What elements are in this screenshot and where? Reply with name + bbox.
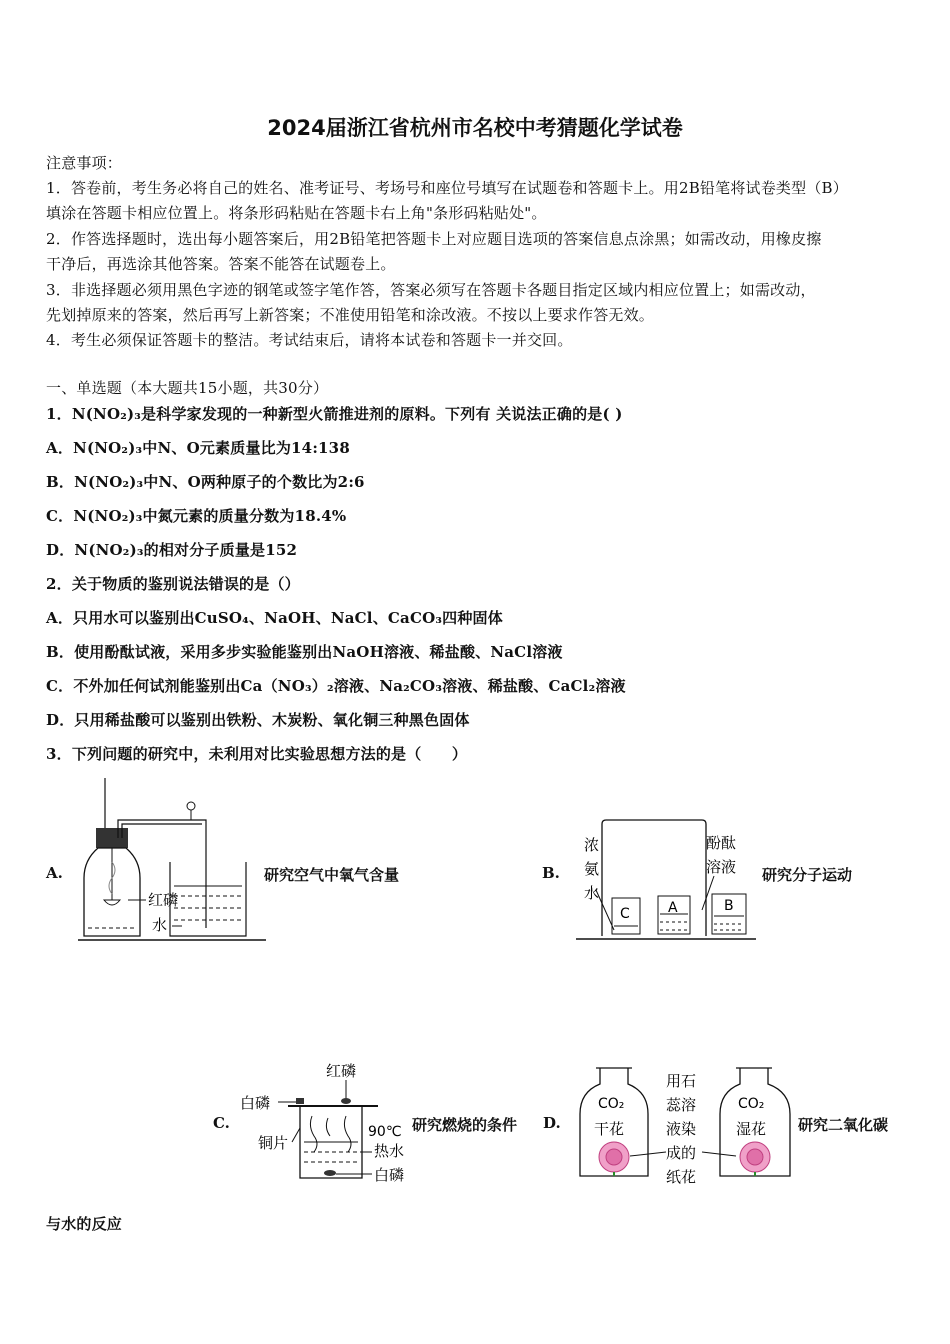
label-conc: 浓 — [584, 836, 600, 854]
q3-figure-d — [578, 1062, 796, 1188]
label-co2-right: CO₂ — [738, 1096, 765, 1112]
notice-line: 1．答卷前，考生务必将自己的姓名、准考证号、考场号和座位号填写在试题卷和答题卡上。用2B铅笔将试卷类型（B） — [46, 179, 848, 197]
section-heading: 一、单选题（本大题共15小题，共30分） — [46, 379, 329, 397]
q1-option-c[interactable]: C．N(NO₂)₃中氮元素的质量分数为18.4% — [46, 507, 347, 525]
q3-option-a-caption: 研究空气中氧气含量 — [264, 866, 400, 884]
q3-option-b-letter[interactable]: B. — [542, 864, 560, 882]
q3-figure-c — [238, 1056, 414, 1186]
label-white-phosphorus-bottom: 白磷 — [374, 1166, 405, 1184]
label-water: 水 — [584, 884, 600, 902]
q1-option-a[interactable]: A．N(NO₂)₃中N、O元素质量比为14:138 — [46, 439, 350, 457]
q2-option-b[interactable]: B．使用酚酞试液，采用多步实验能鉴别出NaOH溶液、稀盐酸、NaCl溶液 — [46, 643, 563, 661]
q3-figure-b — [576, 818, 760, 944]
q3-figure-a — [78, 778, 268, 943]
label-white-phosphorus-top: 白磷 — [240, 1094, 271, 1112]
label-beaker-a: A — [668, 900, 678, 916]
q1-option-d[interactable]: D．N(NO₂)₃的相对分子质量是152 — [46, 541, 298, 559]
label-temperature: 90℃ — [368, 1124, 402, 1140]
q3-option-d-letter[interactable]: D. — [543, 1114, 561, 1132]
notice-line: 4．考生必须保证答题卡的整洁。考试结束后，请将本试卷和答题卡一并交回。 — [46, 331, 573, 349]
q1-option-b[interactable]: B．N(NO₂)₃中N、O两种原子的个数比为2:6 — [46, 473, 365, 491]
label-water: 水 — [152, 916, 168, 934]
notice-heading: 注意事项： — [46, 154, 123, 172]
page-title: 2024届浙江省杭州市名校中考猜题化学试卷 — [267, 116, 683, 140]
q2-option-d[interactable]: D．只用稀盐酸可以鉴别出铁粉、木炭粉、氧化铜三种黑色固体 — [46, 711, 470, 729]
label-litmus-2: 蕊溶 — [666, 1096, 697, 1114]
label-beaker-c: C — [620, 906, 630, 922]
label-litmus-4: 成的 — [666, 1144, 697, 1162]
notice-line: 2．作答选择题时，选出每小题答案后，用2B铅笔把答题卡上对应题目选项的答案信息点涂黑；如需改动，用橡皮擦 — [46, 230, 822, 248]
q3-option-a-letter[interactable]: A. — [46, 864, 63, 882]
q2-stem: 2．关于物质的鉴别说法错误的是（） — [46, 575, 300, 593]
q1-stem: 1．N(NO₂)₃是科学家发现的一种新型火箭推进剂的原料。下列有 关说法正确的是( ) — [46, 405, 623, 423]
q3-option-b-caption: 研究分子运动 — [762, 866, 853, 884]
label-litmus-5: 纸花 — [666, 1168, 697, 1186]
label-litmus-3: 液染 — [666, 1120, 697, 1138]
notice-line: 先划掉原来的答案，然后再写上新答案；不准使用铅笔和涂改液。不按以上要求作答无效。 — [46, 306, 655, 324]
q3-option-d-caption-cont: 与水的反应 — [46, 1215, 123, 1233]
label-wet-flower: 湿花 — [736, 1120, 767, 1138]
label-ammonia: 氨 — [584, 860, 600, 878]
q3-option-c-letter[interactable]: C. — [213, 1114, 230, 1132]
notice-line: 干净后，再选涂其他答案。答案不能答在试题卷上。 — [46, 255, 396, 273]
q2-option-a[interactable]: A．只用水可以鉴别出CuSO₄、NaOH、NaCl、CaCO₃四种固体 — [46, 609, 503, 627]
label-hot-water: 热水 — [374, 1142, 405, 1160]
label-red-phosphorus: 红磷 — [326, 1062, 357, 1080]
q3-stem: 3．下列问题的研究中，未利用对比实验思想方法的是（ ） — [46, 745, 468, 763]
label-dry-flower: 干花 — [594, 1120, 625, 1138]
label-litmus-1: 用石 — [666, 1072, 697, 1090]
notice-line: 填涂在答题卡相应位置上。将条形码粘贴在答题卡右上角"条形码粘贴处"。 — [46, 204, 547, 222]
label-phenolphthalein: 酚酞 — [706, 834, 737, 852]
q3-option-d-caption: 研究二氧化碳 — [798, 1116, 889, 1134]
q2-option-c[interactable]: C．不外加任何试剂能鉴别出Ca（NO₃）₂溶液、Na₂CO₃溶液、稀盐酸、CaCl₂溶液 — [46, 677, 626, 695]
notice-line: 3．非选择题必须用黑色字迹的钢笔或签字笔作答，答案必须写在答题卡各题目指定区域内相应位置上；如需改动， — [46, 281, 816, 299]
label-copper-sheet: 铜片 — [258, 1134, 289, 1152]
label-co2-left: CO₂ — [598, 1096, 625, 1112]
label-solution: 溶液 — [706, 858, 737, 876]
q3-option-c-caption: 研究燃烧的条件 — [412, 1116, 518, 1134]
label-beaker-b: B — [724, 898, 734, 914]
label-red-phosphorus: 红磷 — [148, 891, 179, 909]
